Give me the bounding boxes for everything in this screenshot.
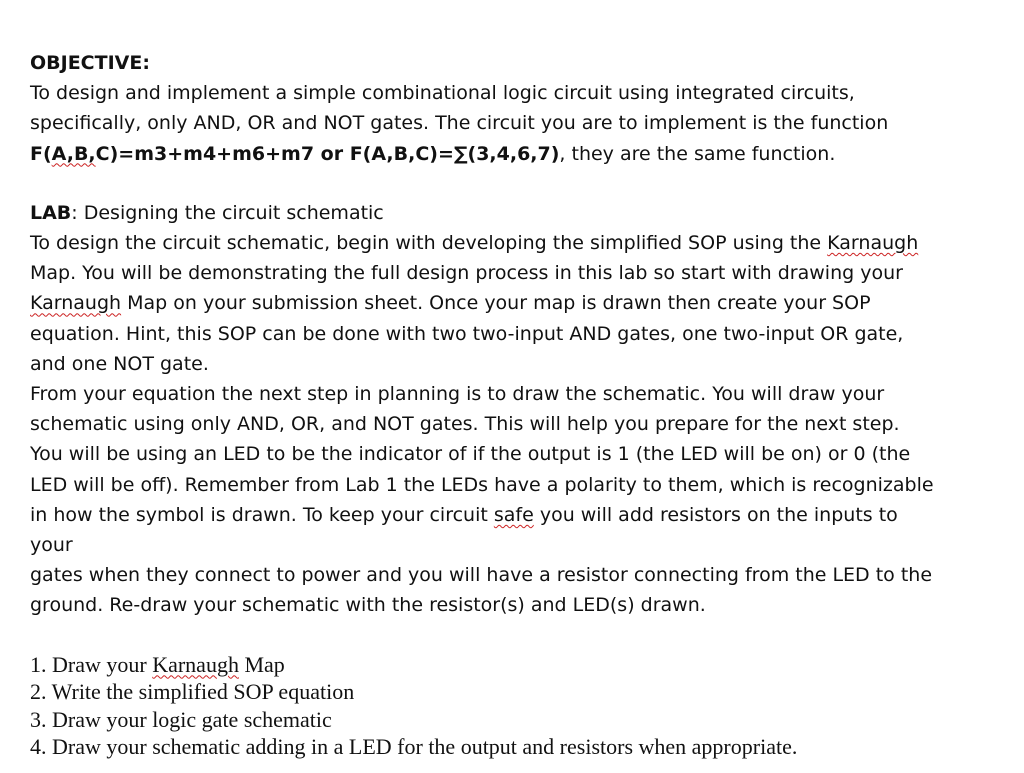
objective-heading: OBJECTIVE: bbox=[30, 52, 150, 74]
section-gap bbox=[30, 621, 1000, 651]
lab-p2-line-8: ground. Re-draw your schematic with the resistor(s) and LED(s) drawn. bbox=[30, 594, 706, 617]
karnaugh-word: Karnaugh bbox=[30, 292, 122, 315]
karnaugh-word: Karnaugh bbox=[827, 232, 919, 255]
lab-heading-label: LAB bbox=[30, 201, 72, 224]
lab-p2-line-4: LED will be off). Remember from Lab 1 the LEDs have a polarity to them, which is recognizable bbox=[30, 473, 934, 496]
lab-p1-line-1 bbox=[30, 228, 1000, 258]
function-prefix: F( bbox=[30, 142, 52, 165]
lab-section bbox=[30, 198, 1000, 621]
lab-p2-line-5-text-b: you will add resistors on the inputs to bbox=[533, 503, 898, 526]
step-2: 2. Write the simplified SOP equation bbox=[30, 679, 355, 705]
lab-p2-line-5-text-a: in how the symbol is drawn. To keep your circuit bbox=[30, 503, 494, 526]
lab-p1-line-4: equation. Hint, this SOP can be done with two two-input AND gates, one two-input OR gate, bbox=[30, 322, 904, 345]
document-body bbox=[30, 48, 1000, 761]
lab-p1-line-3 bbox=[30, 288, 1000, 318]
lab-heading-title: : Designing the circuit schematic bbox=[71, 201, 384, 224]
lab-p1-line-5: and one NOT gate. bbox=[30, 352, 209, 375]
objective-function-line bbox=[30, 139, 1000, 169]
objective-line-2: specifically, only AND, OR and NOT gates. The circuit you are to implement is the function bbox=[30, 112, 889, 135]
objective-line-1: To design and implement a simple combinational logic circuit using integrated circuits, bbox=[30, 82, 855, 105]
step-1 bbox=[30, 651, 1000, 679]
lab-p2-line-1: From your equation the next step in planning is to draw the schematic. You will draw your bbox=[30, 383, 885, 406]
step-1-text-c: Map bbox=[238, 651, 285, 677]
lab-p1-line-1-text: To design the circuit schematic, begin with developing the simplified SOP using the bbox=[30, 232, 828, 255]
step-4: 4. Draw your schematic adding in a LED for the output and resistors when appropriate. bbox=[30, 734, 798, 760]
lab-p1-line-3-text: Map on your submission sheet. Once your map is drawn then create your SOP bbox=[121, 292, 871, 315]
step-3: 3. Draw your logic gate schematic bbox=[30, 706, 332, 732]
lab-p2-line-6: your bbox=[30, 534, 73, 557]
lab-p2-line-3: You will be using an LED to be the indicator of if the output is 1 (the LED will be on) or 0 (the bbox=[30, 443, 911, 466]
lab-p2-line-7: gates when they connect to power and you will have a resistor connecting from the LED to the bbox=[30, 564, 933, 587]
lab-p2-line-5 bbox=[30, 500, 1000, 530]
steps-list bbox=[30, 651, 1000, 761]
lab-p2-line-2: schematic using only AND, OR, and NOT gates. This will help you prepare for the next step. bbox=[30, 413, 900, 436]
lab-heading bbox=[30, 198, 1000, 228]
function-vars: A,B, bbox=[51, 142, 96, 165]
lab-p1-line-2: Map. You will be demonstrating the full design process in this lab so start with drawing your bbox=[30, 262, 903, 285]
objective-section bbox=[30, 48, 1000, 169]
karnaugh-word: Karnaugh bbox=[152, 651, 239, 677]
safe-word: safe bbox=[493, 503, 534, 526]
function-expression: C)=m3+m4+m6+m7 or F(A,B,C)=∑(3,4,6,7) bbox=[95, 142, 560, 165]
function-suffix: , they are the same function. bbox=[559, 142, 836, 165]
section-gap bbox=[30, 169, 1000, 198]
step-1-text-a: 1. Draw your bbox=[30, 651, 153, 677]
